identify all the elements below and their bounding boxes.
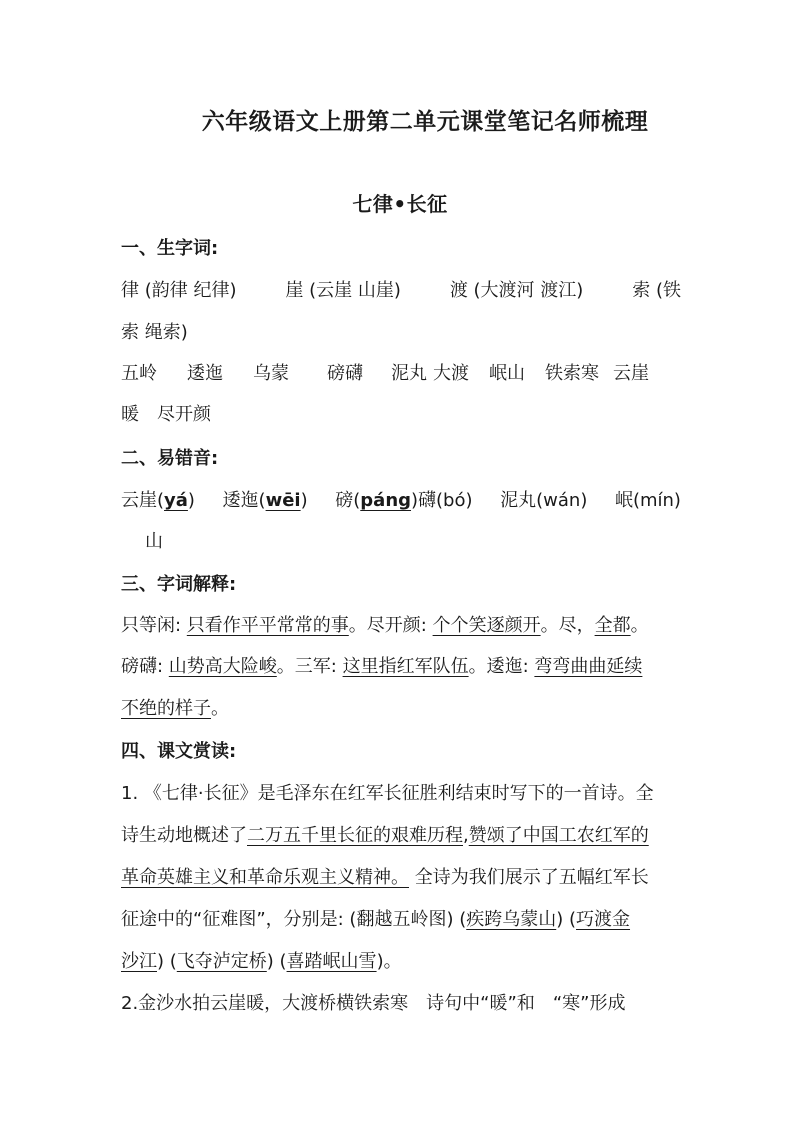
vocab-word: 五岭 (121, 363, 157, 384)
appreciation-underlined: 二万五千里长征的艰难历程 (247, 825, 463, 846)
pinyin-pang: páng (360, 490, 412, 511)
vocab-line-2 (121, 359, 681, 385)
appreciation-underlined: 喜踏岷山雪 (286, 951, 377, 972)
pronunciation-line (121, 486, 681, 512)
poem-title: 七律•长征 (352, 192, 448, 216)
pinyin-wei: wēi (265, 490, 301, 511)
appreciation-line-5: 沙江) (飞夺泸定桥) (喜踏岷山雪)。 (121, 951, 402, 972)
definition-underlined: 全都 (594, 615, 631, 636)
vocab-word: 云崖 (613, 363, 649, 384)
vocab-item: 崖 (云崖 山崖) (285, 280, 401, 301)
vocab-line-2-cont: 暖 尽开颜 (121, 404, 211, 425)
vocab-word: 逶迤 (187, 363, 223, 384)
vocab-word: 乌蒙 (253, 363, 289, 384)
vocab-word: 铁索寒 (545, 363, 599, 384)
section-heading-definitions: 三、字词解释: (121, 574, 237, 595)
section-heading-vocabulary: 一、生字词: (121, 238, 219, 259)
appreciation-underlined: 赞颂了中国工农红军的 (468, 825, 649, 846)
appreciation-underlined: 沙江 (121, 951, 157, 972)
definition-line-2: 磅礴: 山势高大险峻。三军: 这里指红军队伍。逶迤: 弯弯曲曲延续 (121, 656, 643, 677)
pronunciation-line-cont: 山 (145, 531, 163, 552)
pron-item: 岷(mín) (614, 490, 681, 511)
appreciation-underlined: 革命英雄主义和革命乐观主义精神。 (121, 867, 409, 888)
document-title: 六年级语文上册第二单元课堂笔记名师梳理 (201, 109, 649, 135)
appreciation-line-3: 革命英雄主义和革命乐观主义精神。 全诗为我们展示了五幅红军长 (121, 867, 649, 888)
pron-item: 逶迤(wēi) (222, 490, 308, 511)
appreciation-line-1: 1. 《七律·长征》是毛泽东在红军长征胜利结束时写下的一首诗。全 (121, 783, 654, 804)
vocab-item: 索 (铁 (632, 280, 681, 301)
appreciation-underlined: 飞夺泸定桥 (176, 951, 267, 972)
section-heading-pronunciation: 二、易错音: (121, 448, 219, 469)
vocab-item: 渡 (大渡河 渡江) (449, 280, 584, 301)
vocab-line-1-cont: 索 绳索) (121, 322, 188, 343)
appreciation-line-6: 2.金沙水拍云崖暖，大渡桥横铁索寒 诗句中“暖”和 “寒”形成 (121, 993, 626, 1014)
definition-underlined: 这里指红军队伍 (342, 656, 469, 677)
section-heading-appreciation: 四、课文赏读: (121, 741, 237, 762)
vocab-item: 律 (韵律 纪律) (121, 280, 237, 301)
definition-underlined: 个个笑逐颜开 (432, 615, 541, 636)
appreciation-underlined: 巧渡金 (576, 909, 631, 930)
appreciation-line-4: 征途中的“征难图”，分别是: (翻越五岭图) (疾跨乌蒙山) (巧渡金 (121, 909, 631, 930)
pron-item: 泥丸(wán) (500, 490, 588, 511)
definition-underlined: 不绝的样子 (121, 698, 211, 719)
pron-item: 云崖(yá) (121, 490, 195, 511)
appreciation-line-2: 诗生动地概述了二万五千里长征的艰难历程,赞颂了中国工农红军的 (121, 825, 649, 846)
appreciation-underlined: 疾跨乌蒙山 (466, 909, 557, 930)
vocab-word: 大渡 (433, 363, 469, 384)
vocab-word: 岷山 (489, 363, 525, 384)
definition-line-1: 只等闲: 只看作平平常常的事。尽开颜: 个个笑逐颜开。尽，全都。 (121, 615, 649, 636)
definition-underlined: 弯弯曲曲延续 (534, 656, 643, 677)
vocab-word: 泥丸 (391, 363, 427, 384)
vocab-line-1 (121, 276, 681, 302)
definition-line-3: 不绝的样子。 (121, 698, 229, 719)
definition-underlined: 只看作平平常常的事 (186, 615, 349, 636)
pinyin-ya: yá (164, 490, 188, 511)
vocab-word: 磅礴 (327, 363, 363, 384)
definition-underlined: 山势高大险峻 (168, 656, 277, 677)
pron-item: 磅(páng)礴(bó) (335, 490, 473, 511)
